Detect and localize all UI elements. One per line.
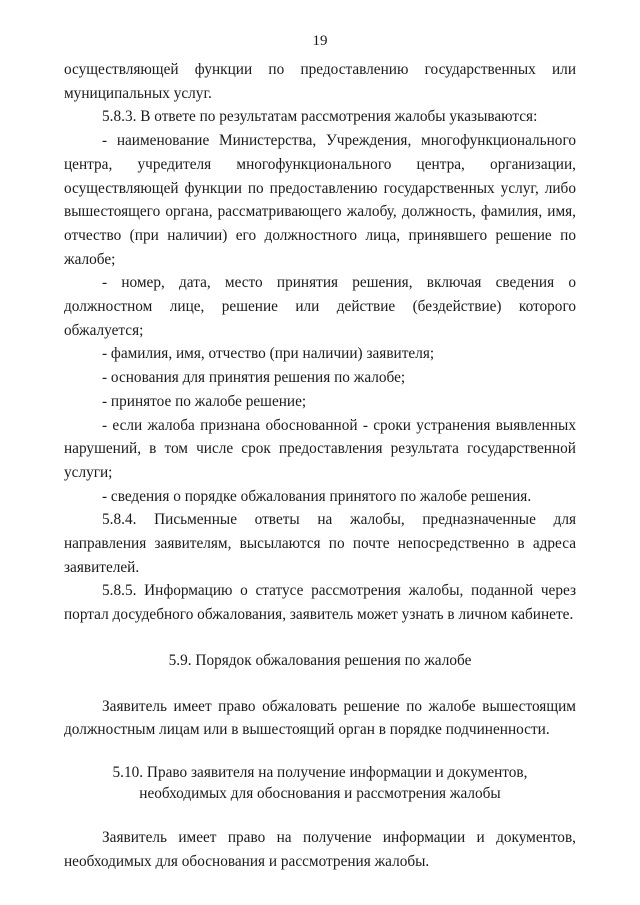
list-item-decision-number: - номер, дата, место принятия решения, включая сведения о должностном лице, решение или действие (бездействие) которого обжалуется; <box>64 274 576 339</box>
list-item-applicant-name: - фамилия, имя, отчество (при наличии) заявителя; <box>102 345 435 363</box>
section-heading-5-10 <box>64 762 576 804</box>
clause-5-8-5: 5.8.5. Информацию о статусе рассмотрения жалобы, поданной через портал досудебного обжалования, заявитель может узнать в личном кабинете. <box>64 582 576 624</box>
paragraph-continuation: осуществляющей функции по предоставлению государственных или муниципальных услуг. <box>64 61 576 102</box>
clause-5-8-3: 5.8.3. В ответе по результатам рассмотрения жалобы указываются: <box>102 108 538 126</box>
list-item-names: - наименование Министерства, Учреждения, многофункционального центра, учредителя многофункционального центра, организации, осуществляющей функции по предоставлению государственных услуг, либо вышестоящего органа, рассматривающего жалобу, должность, фамилия, имя, отчество (при наличии) его должностного лица, принявшего решение по жалобе; <box>64 132 576 268</box>
document-body <box>64 58 576 873</box>
section-5-9-text: Заявитель имеет право обжаловать решение по жалобе вышестоящим должностным лицам или в вышестоящий орган в порядке подчиненности. <box>64 697 576 739</box>
clause-5-8-4: 5.8.4. Письменные ответы на жалобы, предназначенные для направления заявителям, высылаются по почте непосредственно в адреса заявителей. <box>64 511 576 576</box>
section-5-10-text: Заявитель имеет право на получение информации и документов, необходимых для обоснования и рассмотрения жалобы. <box>64 828 576 870</box>
list-item-appeal-procedure: - сведения о порядке обжалования принятого по жалобе решения. <box>102 487 532 505</box>
page-number: 19 <box>312 33 328 49</box>
list-item-deadlines: - если жалоба признана обоснованной - сроки устранения выявленных нарушений, в том числе срок предоставления результата государственной услуги; <box>64 416 576 481</box>
list-item-grounds: - основания для принятия решения по жалобе; <box>102 369 406 387</box>
section-heading-5-10-line2: необходимых для обоснования и рассмотрения жалобы <box>139 784 501 802</box>
list-item-decision: - принятое по жалобе решение; <box>102 392 307 410</box>
section-heading-5-10-line1: 5.10. Право заявителя на получение информации и документов, <box>112 763 528 781</box>
section-heading-5-9: 5.9. Порядок обжалования решения по жалобе <box>168 651 472 669</box>
